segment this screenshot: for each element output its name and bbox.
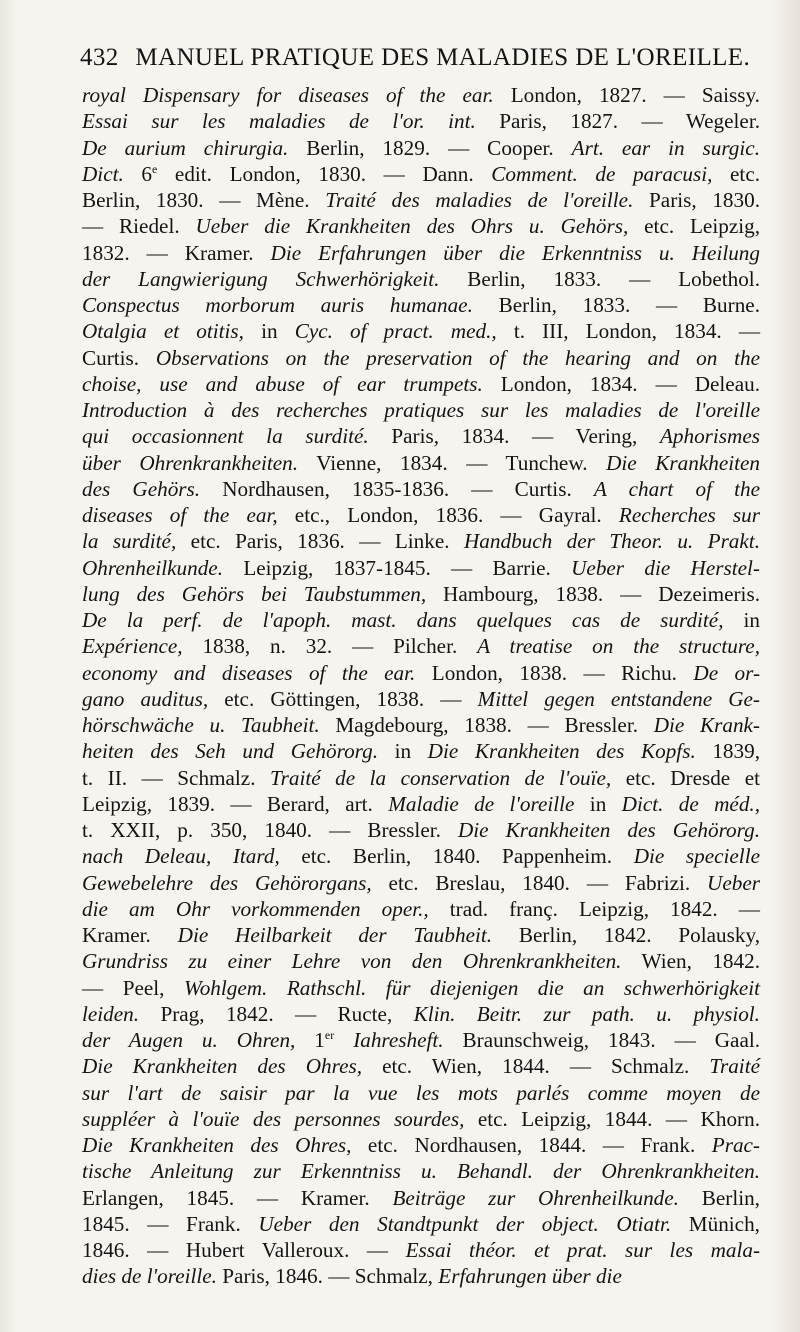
text-line: [82, 1132, 760, 1158]
italic-title: Comment. de paracusi,: [491, 161, 713, 186]
text-run: t. XXII, p. 350, 1840. — Bressler.: [82, 818, 458, 842]
italic-title: Introduction à des recherches pratiques sur les maladies de l'oreille: [82, 398, 760, 422]
text-run: etc. Paris, 1836. — Linke.: [176, 529, 464, 554]
italic-title: heiten des Seh und Gehörorg.: [82, 739, 379, 764]
text-run: etc., London, 1836. — Gayral.: [277, 503, 619, 527]
text-run: Wien, 1842.: [621, 949, 760, 974]
text-run: in: [378, 739, 428, 764]
text-line: [82, 948, 760, 974]
text-run: Leipzig, 1837-1845. — Barrie.: [223, 555, 572, 580]
italic-title: des Gehörs.: [82, 476, 201, 501]
text-run: 1838, n. 32. — Pilcher.: [182, 634, 478, 659]
text-line: [82, 738, 760, 764]
text-run: Hambourg, 1838. — Dezeimeris.: [426, 581, 760, 606]
italic-title: Wohlgem. Rathschl. für diejenigen die an schwerhörigkeit: [183, 975, 761, 1000]
text-run: t. II. — Schmalz.: [82, 765, 271, 790]
text-line: [82, 397, 760, 423]
text-line: [82, 1237, 760, 1263]
italic-title: Die Krankheiten des Ohres,: [82, 1133, 352, 1157]
text-run: etc. Leipzig, 1844. — Khorn.: [464, 1106, 760, 1131]
italic-title: Grundriss zu einer Lehre von den Ohrenkrankheiten.: [82, 949, 622, 974]
superscript: e: [151, 161, 158, 176]
text-line: [82, 318, 760, 344]
text-line: [82, 528, 760, 554]
italic-title: Die Krankheiten: [606, 450, 760, 475]
bibliography-text: [82, 82, 760, 1290]
italic-title: la surdité,: [82, 529, 177, 554]
italic-title: Essai sur les maladies de l'or. int.: [82, 109, 476, 134]
text-run: 1: [295, 1028, 325, 1052]
italic-title: Art. ear in surgic.: [571, 135, 760, 160]
text-run: Berlin, 1833. — Burne.: [472, 293, 760, 317]
text-run: Prag, 1842. — Ructe,: [139, 1001, 414, 1026]
text-run: 1832. — Kramer.: [82, 240, 271, 265]
text-run: Braunschweig, 1843. — Gaal.: [443, 1028, 761, 1052]
italic-title: leiden.: [82, 1001, 140, 1026]
italic-title: über Ohrenkrankheiten.: [82, 450, 299, 475]
text-run: etc. Göttingen, 1838. —: [208, 686, 478, 711]
text-run: Leipzig, 1839. — Berard, art.: [82, 791, 389, 816]
italic-title: gano auditus,: [82, 686, 209, 711]
italic-title: Essai théor. et prat. sur les mala-: [405, 1238, 761, 1262]
italic-title: Die Krankheiten des Ohres,: [82, 1054, 363, 1079]
text-run: 1839,: [695, 739, 761, 764]
italic-title: Maladie de l'oreille: [388, 791, 575, 816]
italic-title: Ueber die Herstel-: [571, 555, 760, 580]
text-run: Berlin, 1833. — Lobethol.: [439, 266, 760, 291]
text-line: [82, 660, 760, 686]
text-line: [82, 712, 760, 738]
text-line: [82, 135, 760, 161]
text-run: Münich,: [671, 1211, 760, 1236]
italic-title: Iahresheft.: [353, 1028, 444, 1052]
italic-title: Die Krankheiten des Kopfs.: [427, 739, 696, 764]
text-run: Paris, 1834. — Vering,: [368, 424, 660, 449]
italic-title: Erfahrungen über die: [438, 1264, 622, 1289]
text-run: — Peel,: [82, 975, 184, 1000]
text-line: [82, 161, 760, 187]
text-line: [82, 633, 760, 659]
text-run: Vienne, 1834. — Tunchew.: [298, 450, 607, 475]
italic-title: Die specielle: [633, 844, 760, 869]
italic-title: A treatise on the structure,: [477, 634, 760, 659]
text-run: Paris, 1830.: [633, 188, 760, 212]
text-run: 6: [123, 161, 152, 186]
text-line: [82, 765, 760, 791]
italic-title: De or-: [693, 660, 760, 685]
italic-title: nach Deleau, Itard,: [82, 844, 280, 869]
italic-title: suppléer à l'ouïe des personnes sourdes,: [82, 1106, 465, 1131]
italic-title: Die Erfahrungen über die Erkenntniss u. Heilung: [270, 240, 760, 265]
text-run: 1845. — Frank.: [82, 1211, 259, 1236]
italic-title: Conspectus morborum auris humanae.: [82, 293, 473, 317]
text-line: [82, 1263, 760, 1289]
text-line: [82, 187, 760, 213]
text-line: [82, 213, 760, 239]
italic-title: choise, use and abuse of ear trumpets.: [82, 371, 483, 396]
text-run: etc. Wien, 1844. — Schmalz.: [362, 1054, 710, 1079]
italic-title: Beiträge zur Ohrenheilkunde.: [392, 1185, 679, 1210]
italic-title: economy and diseases of the ear.: [82, 660, 416, 685]
text-run: in: [243, 319, 295, 344]
text-line: [82, 870, 760, 896]
italic-title: diseases of the ear,: [82, 503, 278, 527]
text-run: etc. Leipzig,: [628, 214, 760, 239]
text-line: [82, 1106, 760, 1132]
text-run: Berlin, 1829. — Cooper.: [288, 135, 572, 160]
italic-title: qui occasionnent la surdité.: [82, 424, 369, 449]
text-line: [82, 843, 760, 869]
text-run: 1846. — Hubert Valleroux. —: [82, 1238, 406, 1262]
italic-title: der Langwierigung Schwerhörigkeit.: [82, 266, 440, 291]
text-run: Kramer.: [82, 923, 178, 947]
italic-title: Mittel gegen entstandene Ge-: [477, 686, 760, 711]
text-line: [82, 1001, 760, 1027]
italic-title: der Augen u. Ohren,: [82, 1028, 296, 1052]
italic-title: Traité des maladies de l'oreille.: [325, 188, 634, 212]
text-run: Paris, 1846. — Schmalz,: [216, 1264, 439, 1289]
text-run: — Riedel.: [82, 214, 196, 239]
italic-title: sur l'art de saisir par la vue les mots parlés comme moyen de: [82, 1080, 760, 1105]
italic-title: Recherches sur: [618, 503, 760, 527]
text-run: Berlin, 1842. Polausky,: [492, 923, 761, 947]
superscript: er: [324, 1027, 335, 1042]
italic-title: Die Krank-: [653, 713, 760, 737]
text-run: London, 1838. — Richu.: [415, 660, 694, 685]
text-line: [82, 922, 760, 948]
text-line: [82, 345, 760, 371]
text-run: etc. Nordhausen, 1844. — Frank.: [351, 1133, 712, 1157]
text-run: London, 1827. — Saissy.: [493, 83, 760, 107]
text-line: [82, 82, 760, 108]
page-number: 432: [80, 44, 119, 71]
text-line: [82, 1080, 760, 1106]
italic-title: A chart of the: [593, 476, 760, 501]
italic-title: Dict. de méd.,: [621, 791, 761, 816]
italic-title: Traité: [709, 1054, 760, 1079]
italic-title: hörschwäche u. Taubheit.: [82, 713, 320, 737]
italic-title: Ueber die Krankheiten des Ohrs u. Gehörs,: [195, 214, 629, 239]
text-run: London, 1834. — Deleau.: [482, 371, 761, 396]
text-line: [82, 1027, 760, 1053]
text-line: [82, 371, 760, 397]
text-line: [82, 240, 760, 266]
italic-title: Gewebelehre des Gehörorgans,: [82, 870, 372, 895]
text-line: [82, 975, 760, 1001]
text-line: [82, 1053, 760, 1079]
italic-title: Die Heilbarkeit der Taubheit.: [177, 923, 493, 947]
text-line: [82, 896, 760, 922]
italic-title: Cyc. of pract. med.,: [294, 319, 497, 344]
text-line: [82, 476, 760, 502]
italic-title: Dict.: [82, 161, 124, 186]
text-run: etc. Berlin, 1840. Pappenheim.: [279, 844, 634, 869]
italic-title: Prac-: [711, 1133, 760, 1157]
text-line: [82, 266, 760, 292]
italic-title: Observations on the preservation of the hearing and on the: [155, 345, 760, 370]
text-run: Berlin, 1830. — Mène.: [82, 188, 326, 212]
text-line: [82, 555, 760, 581]
italic-title: De aurium chirurgia.: [82, 135, 289, 160]
italic-title: Handbuch der Theor. u. Prakt.: [464, 529, 760, 554]
italic-title: dies de l'oreille.: [82, 1264, 217, 1289]
italic-title: Klin. Beitr. zur path. u. physiol.: [413, 1001, 760, 1026]
italic-title: die am Ohr vorkommenden oper.,: [82, 896, 429, 921]
text-line: [82, 423, 760, 449]
text-run: Nordhausen, 1835-1836. — Curtis.: [200, 476, 594, 501]
text-line: [82, 581, 760, 607]
text-line: [82, 292, 760, 318]
italic-title: tische Anleitung zur Erkenntniss u. Behandl. der Ohrenkrankheiten.: [82, 1159, 760, 1184]
text-run: in: [723, 608, 760, 632]
text-run: in: [574, 791, 622, 816]
italic-title: Ueber den Standtpunkt der object. Otiatr.: [258, 1211, 672, 1236]
italic-title: royal Dispensary for diseases of the ear.: [82, 83, 494, 107]
text-run: trad. franç. Leipzig, 1842. —: [428, 896, 760, 921]
italic-title: Otalgia et otitis,: [82, 319, 244, 344]
running-header: [80, 44, 760, 72]
text-run: Paris, 1827. — Wegeler.: [475, 109, 760, 134]
italic-title: Traité de la conservation de l'ouïe,: [270, 765, 612, 790]
text-line: [82, 1158, 760, 1184]
text-line: [82, 817, 760, 843]
italic-title: Aphorismes: [659, 424, 760, 449]
text-line: [82, 502, 760, 528]
italic-title: Die Krankheiten des Gehörorg.: [457, 818, 760, 842]
text-run: Curtis.: [82, 345, 156, 370]
text-line: [82, 1185, 760, 1211]
text-run: etc. Dresde et: [611, 765, 760, 790]
text-run: edit. London, 1830. — Dann.: [157, 161, 492, 186]
italic-title: lung des Gehörs bei Taubstummen,: [82, 581, 427, 606]
text-run: Magdebourg, 1838. — Bressler.: [319, 713, 654, 737]
text-line: [82, 686, 760, 712]
running-title: MANUEL PRATIQUE DES MALADIES DE L'OREILLE.: [135, 44, 751, 71]
italic-title: Expérience,: [82, 634, 183, 659]
text-run: etc. Breslau, 1840. — Fabrizi.: [371, 870, 708, 895]
italic-title: Ohrenheilkunde.: [82, 555, 224, 580]
text-line: [82, 791, 760, 817]
text-line: [82, 607, 760, 633]
text-line: [82, 450, 760, 476]
text-run: Erlangen, 1845. — Kramer.: [82, 1185, 393, 1210]
text-line: [82, 108, 760, 134]
text-run: [334, 1028, 353, 1052]
text-run: t. III, London, 1834. —: [496, 319, 761, 344]
text-line: [82, 1211, 760, 1237]
italic-title: Ueber: [707, 870, 760, 895]
italic-title: De la perf. de l'apoph. mast. dans quelques cas de surdité,: [82, 608, 724, 632]
text-run: Berlin,: [678, 1185, 760, 1210]
text-run: etc.: [712, 161, 761, 186]
